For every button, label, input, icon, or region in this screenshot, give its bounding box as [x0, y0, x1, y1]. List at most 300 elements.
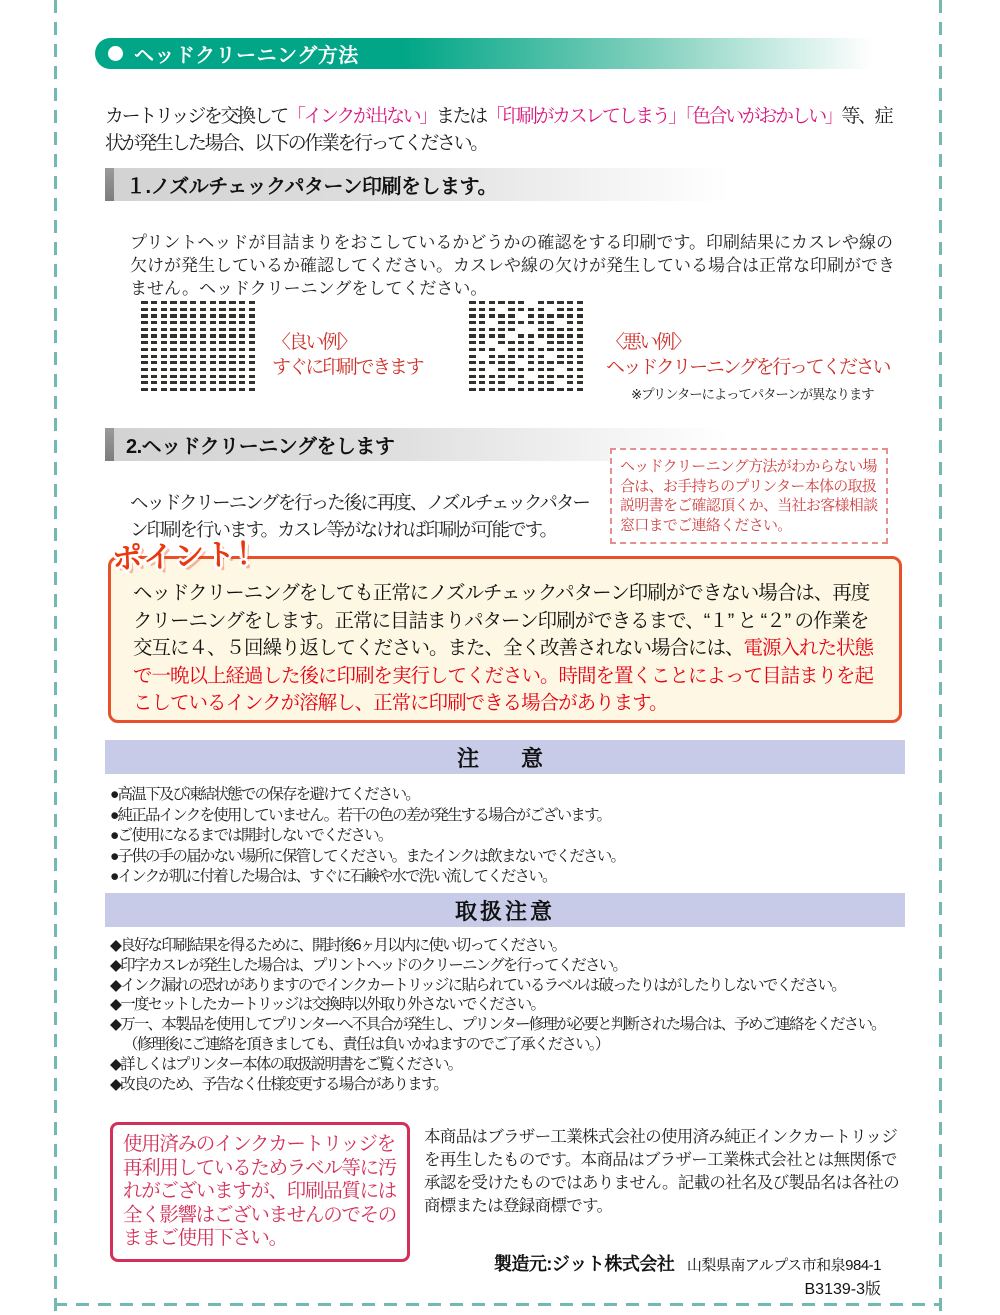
- step2-heading: 2.ヘッドクリーニングをします: [126, 436, 395, 458]
- pattern-dash: [479, 334, 486, 337]
- pattern-dash: [219, 314, 226, 317]
- pattern-dash: [190, 375, 197, 378]
- pattern-dash: [180, 355, 187, 358]
- page-border-right: [939, 0, 942, 1315]
- pattern-dash: [239, 388, 246, 391]
- pattern-dash: [170, 321, 177, 324]
- section-header-bar: [95, 38, 905, 69]
- pattern-dash: [538, 355, 545, 358]
- heading-accent-bar: [105, 168, 114, 201]
- pattern-dash: [219, 321, 226, 324]
- pattern-dash: [219, 388, 226, 391]
- pattern-dash: [547, 321, 554, 324]
- pattern-dash: [528, 328, 535, 331]
- pattern-dash: [567, 368, 574, 371]
- pattern-dash: [210, 301, 217, 304]
- pattern-dash: [489, 341, 496, 344]
- pattern-dash: [210, 308, 217, 311]
- pattern-dash: [219, 348, 226, 351]
- list-item: ●高温下及び凍結状態での保存を避けてください。: [110, 786, 419, 803]
- pattern-dash: [151, 308, 158, 311]
- pattern-dash: [538, 348, 545, 351]
- pattern-dash: [239, 314, 246, 317]
- pattern-dash: [479, 314, 486, 317]
- pattern-dash: [528, 314, 535, 317]
- pattern-dash: [577, 355, 584, 358]
- pattern-dash: [219, 301, 226, 304]
- pattern-dash: [151, 355, 158, 358]
- pattern-dash: [180, 375, 187, 378]
- intro-segment: 「インクが出ない」: [286, 106, 436, 127]
- pattern-dash: [180, 301, 187, 304]
- pattern-dash: [229, 334, 236, 337]
- pattern-dash: [141, 348, 148, 351]
- pattern-dash: [170, 355, 177, 358]
- pattern-dash: [151, 321, 158, 324]
- step2-body: ヘッドクリーニングを行った後に再度、ノズルチェックパターン印刷を行います。カスレ等がなければ印刷が可能です。: [130, 491, 589, 540]
- pattern-dash: [547, 375, 554, 378]
- pattern-dash: [200, 355, 207, 358]
- pattern-dash: [229, 375, 236, 378]
- nozzle-pattern-bad: [469, 301, 583, 391]
- pattern-dash: [190, 388, 197, 391]
- manufacturer-name: 製造元:ジット株式会社: [493, 1254, 675, 1274]
- pattern-dash: [547, 341, 554, 344]
- pattern-dash: [508, 368, 515, 371]
- pattern-dash: [577, 341, 584, 344]
- pattern-dash: [210, 348, 217, 351]
- pattern-dash: [239, 375, 246, 378]
- pattern-dash: [190, 334, 197, 337]
- pattern-dash: [508, 314, 515, 317]
- pattern-dash: [219, 308, 226, 311]
- pattern-dash: [498, 361, 505, 364]
- pattern-dash: [249, 348, 256, 351]
- pattern-dash: [557, 334, 564, 337]
- pattern-dash: [141, 381, 148, 384]
- pattern-dash: [200, 341, 207, 344]
- intro-segment: または: [435, 106, 486, 127]
- pattern-dash: [498, 348, 505, 351]
- pattern-dash: [479, 368, 486, 371]
- pattern-dash: [170, 308, 177, 311]
- pattern-dash: [577, 388, 584, 391]
- pattern-dash: [200, 348, 207, 351]
- pattern-dash: [469, 308, 476, 311]
- pattern-dash: [229, 321, 236, 324]
- pattern-dash: [557, 314, 564, 317]
- good-example-label: [272, 330, 422, 380]
- pattern-dash: [170, 341, 177, 344]
- pattern-dash: [180, 328, 187, 331]
- pattern-dash: [141, 388, 148, 391]
- pattern-dash: [141, 308, 148, 311]
- handling-list: [110, 936, 908, 1094]
- pattern-dash: [547, 368, 554, 371]
- pattern-dash: [161, 308, 168, 311]
- pattern-dash: [518, 321, 525, 324]
- pattern-dash: [151, 328, 158, 331]
- pattern-dash: [538, 361, 545, 364]
- pattern-dash: [498, 314, 505, 317]
- pattern-dash: [498, 355, 505, 358]
- pattern-dash: [219, 341, 226, 344]
- good-example-title: 〈良い例〉: [272, 332, 356, 353]
- pattern-dash: [489, 375, 496, 378]
- pattern-dash: [239, 355, 246, 358]
- pattern-dash: [200, 328, 207, 331]
- manufacturer-address: 山梨県南アルプス市和泉984-1: [686, 1257, 881, 1274]
- pattern-dash: [229, 341, 236, 344]
- pattern-dash: [479, 361, 486, 364]
- pattern-dash: [469, 388, 476, 391]
- pattern-dash: [219, 381, 226, 384]
- pattern-dash: [180, 314, 187, 317]
- intro-paragraph: [105, 103, 903, 157]
- pattern-dash: [200, 375, 207, 378]
- contact-side-note: ヘッドクリーニング方法がわからない場合は、お手持ちのプリンター本体の取扱説明書をご確認頂くか、当社お客様相談窓口までご連絡ください。: [610, 448, 888, 544]
- pattern-dash: [249, 321, 256, 324]
- nozzle-pattern-good: [141, 301, 255, 391]
- pattern-dash: [210, 381, 217, 384]
- intro-segment: 等、症状が発生した場合、以下の作業を行ってください。: [105, 106, 892, 154]
- pattern-dash: [547, 314, 554, 317]
- pattern-dash: [180, 348, 187, 351]
- pattern-dash: [469, 328, 476, 331]
- page-title: ヘッドクリーニング方法: [134, 45, 359, 67]
- pattern-dash: [239, 348, 246, 351]
- pattern-dash: [538, 314, 545, 317]
- pattern-dash: [518, 308, 525, 311]
- pattern-dash: [190, 341, 197, 344]
- pattern-dash: [557, 368, 564, 371]
- pattern-dash: [190, 368, 197, 371]
- handling-band: 取扱注意: [105, 893, 905, 927]
- pattern-dash: [229, 308, 236, 311]
- pattern-dash: [479, 321, 486, 324]
- pattern-dash: [518, 355, 525, 358]
- pattern-dash: [479, 355, 486, 358]
- pattern-dash: [508, 321, 515, 324]
- list-item: ◆一度セットしたカートリッジは交換時以外取り外さないでください。: [110, 996, 545, 1014]
- list-item: ●インクが肌に付着した場合は、すぐに石鹸や水で洗い流してください。: [110, 868, 556, 885]
- pattern-dash: [151, 361, 158, 364]
- pattern-dash: [489, 328, 496, 331]
- pattern-dash: [200, 321, 207, 324]
- pattern-dash: [190, 321, 197, 324]
- pattern-dash: [489, 348, 496, 351]
- pattern-dash: [508, 355, 515, 358]
- pattern-dash: [567, 334, 574, 337]
- pattern-dash: [547, 348, 554, 351]
- pattern-dash: [180, 361, 187, 364]
- pattern-dash: [219, 334, 226, 337]
- list-item: ◆良好な印刷結果を得るために、開封後6ヶ月以内に使い切ってください。: [110, 937, 566, 954]
- pattern-dash: [161, 388, 168, 391]
- pattern-dash: [151, 301, 158, 304]
- pattern-dash: [508, 348, 515, 351]
- pattern-dash: [518, 348, 525, 351]
- pattern-dash: [190, 314, 197, 317]
- pattern-dash: [161, 368, 168, 371]
- pattern-dash: [161, 341, 168, 344]
- pattern-dash: [190, 361, 197, 364]
- pattern-dash: [518, 375, 525, 378]
- pattern-dash: [538, 328, 545, 331]
- pattern-dash: [229, 355, 236, 358]
- pattern-dash: [239, 341, 246, 344]
- pattern-dash: [469, 301, 476, 304]
- pattern-dash: [518, 334, 525, 337]
- list-item: ◆詳しくはプリンター本体の取扱説明書をご覧ください。: [110, 1055, 462, 1073]
- pattern-dash: [489, 314, 496, 317]
- pattern-dash: [547, 381, 554, 384]
- pattern-dash: [210, 388, 217, 391]
- pattern-dash: [249, 314, 256, 317]
- pattern-dash: [170, 375, 177, 378]
- pattern-dash: [508, 308, 515, 311]
- pattern-dash: [518, 314, 525, 317]
- pattern-dash: [190, 355, 197, 358]
- pattern-dash: [479, 375, 486, 378]
- pattern-dash: [161, 375, 168, 378]
- pattern-dash: [508, 388, 515, 391]
- bad-example-text: ヘッドクリーニングを行ってください: [606, 357, 890, 378]
- pattern-dash: [528, 334, 535, 337]
- pattern-dash: [498, 368, 505, 371]
- pattern-dash: [547, 308, 554, 311]
- pattern-dash: [229, 301, 236, 304]
- pattern-dash: [161, 348, 168, 351]
- pattern-dash: [141, 368, 148, 371]
- pattern-dash: [547, 301, 554, 304]
- pattern-dash: [577, 348, 584, 351]
- pattern-dash: [489, 308, 496, 311]
- pattern-dash: [141, 355, 148, 358]
- pattern-dash: [180, 308, 187, 311]
- intro-segment: 「印刷がカスレてしまう」: [485, 106, 685, 127]
- list-item-sub: （修理後にご連絡を頂きましても、責任は負いかねますのでご了承ください。）: [123, 1035, 609, 1053]
- pattern-dash: [528, 355, 535, 358]
- step1-heading: １.ノズルチェックパターン印刷をします。: [126, 176, 497, 198]
- pattern-dash: [489, 321, 496, 324]
- pattern-dash: [249, 355, 256, 358]
- pattern-dash: [567, 388, 574, 391]
- pattern-dash: [229, 368, 236, 371]
- pattern-dash: [151, 314, 158, 317]
- pattern-dash: [161, 381, 168, 384]
- pattern-dash: [249, 301, 256, 304]
- page-border-bottom: [54, 1303, 942, 1306]
- pattern-dash: [557, 361, 564, 364]
- list-item: ●子供の手の届かない場所に保管してください。またインクは飲まないでください。: [110, 847, 625, 865]
- pattern-dash: [538, 308, 545, 311]
- pattern-dash: [577, 321, 584, 324]
- pattern-dash: [200, 388, 207, 391]
- pattern-dash: [547, 355, 554, 358]
- pattern-dash: [190, 328, 197, 331]
- pattern-dash: [557, 381, 564, 384]
- pattern-dash: [151, 368, 158, 371]
- pattern-dash: [469, 355, 476, 358]
- pattern-dash: [469, 341, 476, 344]
- pattern-dash: [210, 375, 217, 378]
- pattern-dash: [469, 381, 476, 384]
- pattern-dash: [249, 328, 256, 331]
- pattern-dash: [528, 375, 535, 378]
- caution-band: 注 意: [105, 740, 905, 774]
- pattern-dash: [170, 301, 177, 304]
- pattern-dash: [518, 301, 525, 304]
- pattern-dash: [141, 341, 148, 344]
- pattern-dash: [239, 308, 246, 311]
- pattern-dash: [567, 321, 574, 324]
- bad-example-label: [606, 330, 889, 380]
- pattern-dash: [498, 328, 505, 331]
- pattern-dash: [180, 334, 187, 337]
- point-title: ポイント！: [111, 537, 268, 576]
- pattern-dash: [210, 355, 217, 358]
- pattern-dash: [498, 308, 505, 311]
- pattern-dash: [577, 381, 584, 384]
- pattern-dash: [577, 301, 584, 304]
- pattern-dash: [577, 368, 584, 371]
- pattern-dash: [479, 348, 486, 351]
- pattern-dash: [528, 321, 535, 324]
- pattern-dash: [200, 308, 207, 311]
- pattern-dash: [200, 381, 207, 384]
- recycled-notice-box: 使用済みのインクカートリッジを再利用しているためラベル等に汚れがございますが、印刷品質には全く影響はございませんのでそのままご使用下さい。: [110, 1122, 410, 1262]
- pattern-dash: [498, 375, 505, 378]
- pattern-dash: [518, 368, 525, 371]
- pattern-dash: [508, 375, 515, 378]
- pattern-dash: [200, 334, 207, 337]
- pattern-dash: [141, 321, 148, 324]
- pattern-dash: [219, 361, 226, 364]
- good-example-text: すぐに印刷できます: [272, 357, 423, 378]
- pattern-dash: [249, 341, 256, 344]
- list-item: ◆印字カスレが発生した場合は、プリントヘッドのクリーニングを行ってください。: [110, 956, 627, 974]
- pattern-dash: [170, 328, 177, 331]
- pattern-dash: [567, 301, 574, 304]
- pattern-dash: [538, 388, 545, 391]
- pattern-dash: [239, 301, 246, 304]
- pattern-dash: [229, 328, 236, 331]
- trademark-disclaimer: 本商品はブラザー工業株式会社の使用済み純正インクカートリッジを再生したものです。本商品はブラザー工業株式会社とは無関係で承認を受けたものではありません。記載の社名及び製品名は各社の商標または登録商標です。: [424, 1128, 899, 1215]
- pattern-dash: [557, 375, 564, 378]
- pattern-dash: [508, 328, 515, 331]
- pattern-dash: [161, 321, 168, 324]
- pattern-dash: [518, 381, 525, 384]
- pattern-dash: [508, 334, 515, 337]
- pattern-dash: [239, 361, 246, 364]
- pattern-dash: [557, 341, 564, 344]
- pattern-dash: [229, 314, 236, 317]
- pattern-dash: [161, 328, 168, 331]
- pattern-dash: [141, 334, 148, 337]
- caution-list: [110, 785, 908, 888]
- pattern-dash: [210, 328, 217, 331]
- pattern-dash: [210, 341, 217, 344]
- pattern-dash: [518, 328, 525, 331]
- pattern-dash: [479, 341, 486, 344]
- pattern-dash: [577, 308, 584, 311]
- pattern-dash: [469, 334, 476, 337]
- pattern-dash: [190, 381, 197, 384]
- pattern-note: ※プリンターによってパターンが異なります: [631, 387, 874, 402]
- pattern-dash: [528, 361, 535, 364]
- pattern-dash: [577, 314, 584, 317]
- pattern-dash: [538, 321, 545, 324]
- pattern-dash: [479, 328, 486, 331]
- pattern-dash: [538, 375, 545, 378]
- pattern-dash: [528, 341, 535, 344]
- pattern-dash: [249, 375, 256, 378]
- pattern-dash: [141, 361, 148, 364]
- pattern-dash: [567, 361, 574, 364]
- pattern-dash: [229, 381, 236, 384]
- pattern-dash: [479, 308, 486, 311]
- circle-bullet-icon: [108, 46, 123, 61]
- pattern-dash: [508, 361, 515, 364]
- pattern-dash: [200, 361, 207, 364]
- pattern-dash: [567, 355, 574, 358]
- list-item: ◆改良のため、予告なく仕様変更する場合があります。: [110, 1075, 448, 1093]
- pattern-dash: [479, 301, 486, 304]
- pattern-dash: [141, 375, 148, 378]
- pattern-dash: [190, 308, 197, 311]
- pattern-dash: [469, 348, 476, 351]
- pattern-dash: [479, 381, 486, 384]
- pattern-dash: [239, 321, 246, 324]
- pattern-dash: [508, 301, 515, 304]
- pattern-dash: [567, 375, 574, 378]
- pattern-dash: [249, 368, 256, 371]
- pattern-dash: [170, 361, 177, 364]
- pattern-dash: [538, 334, 545, 337]
- pattern-dash: [538, 301, 545, 304]
- pattern-dash: [239, 334, 246, 337]
- pattern-dash: [528, 308, 535, 311]
- pattern-dash: [200, 301, 207, 304]
- list-item: ◆インク漏れの恐れがありますのでインクカートリッジに貼られているラベルは破ったりはがしたりしないでください。: [110, 976, 845, 994]
- manufacturer-line: [95, 1250, 881, 1276]
- pattern-dash: [229, 348, 236, 351]
- pattern-dash: [210, 361, 217, 364]
- pattern-dash: [151, 334, 158, 337]
- edition-number: B3139-3版: [804, 1281, 881, 1298]
- pattern-dash: [170, 368, 177, 371]
- pattern-dash: [161, 301, 168, 304]
- pattern-dash: [508, 341, 515, 344]
- pattern-dash: [249, 381, 256, 384]
- pattern-dash: [557, 301, 564, 304]
- pattern-dash: [538, 368, 545, 371]
- pattern-dash: [170, 381, 177, 384]
- list-item: ◆万一、本製品を使用してプリンターへ不具合が発生し、プリンター修理が必要と判断された場合は、予めご連絡をください。: [110, 1016, 885, 1034]
- pattern-dash: [577, 361, 584, 364]
- pattern-dash: [498, 381, 505, 384]
- pattern-dash: [469, 375, 476, 378]
- pattern-dash: [219, 328, 226, 331]
- pattern-dash: [219, 368, 226, 371]
- pattern-dash: [528, 348, 535, 351]
- pattern-dash: [180, 341, 187, 344]
- pattern-dash: [190, 348, 197, 351]
- list-item: ●ご使用になるまでは開封しないでください。: [110, 827, 392, 844]
- pattern-dash: [141, 301, 148, 304]
- pattern-dash: [557, 348, 564, 351]
